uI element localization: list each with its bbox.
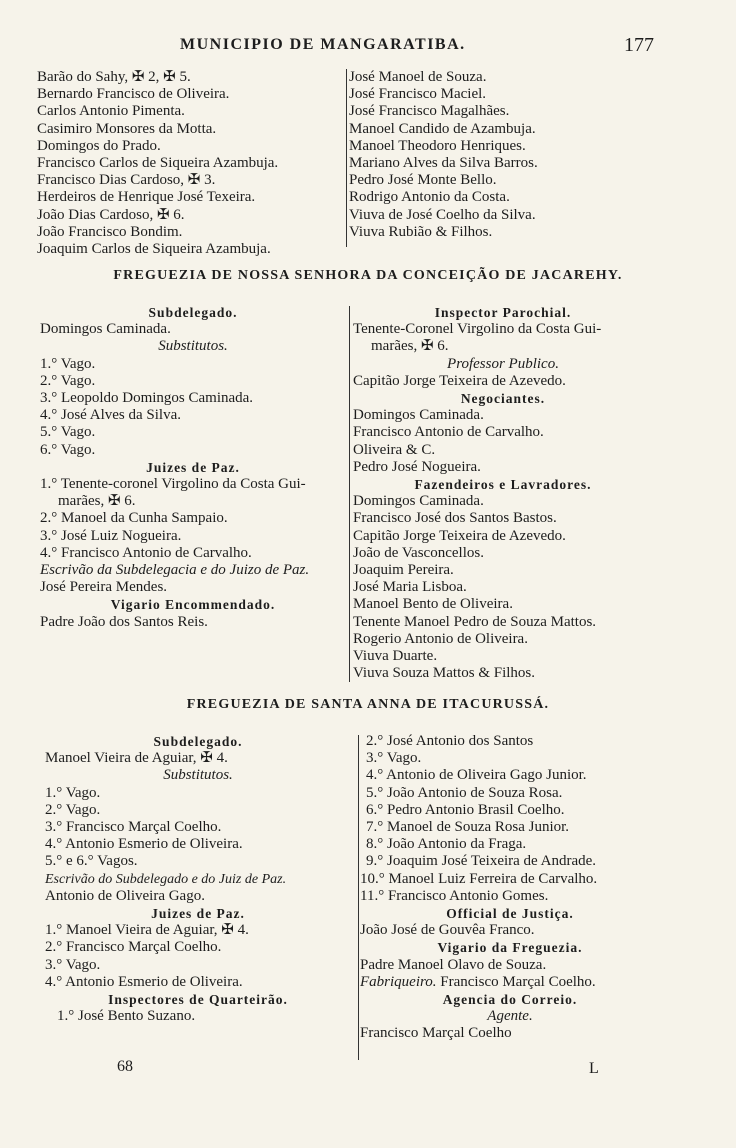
juizes-label: Juizes de Paz. [151, 906, 245, 922]
list-item: 9.° Joaquim José Teixeira de Andrade. [366, 853, 597, 870]
substitutos-label: Substitutos. [158, 338, 228, 355]
escrivao-label: Escrivão da Subdelegacia e do Juizo de Paz. [40, 562, 310, 579]
list-item: Rodrigo Antonio da Costa. [349, 189, 510, 206]
list-item: Mariano Alves da Silva Barros. [349, 155, 538, 172]
list-item: 5.° Vago. [40, 424, 96, 441]
list-item: Joaquim Pereira. [353, 562, 454, 579]
list-item: José Maria Lisboa. [353, 579, 467, 596]
list-item: 3.° Vago. [45, 956, 101, 973]
list-item: Domingos do Prado. [37, 137, 161, 154]
list-item: Viuva de José Coelho da Silva. [349, 206, 536, 223]
page-number: 177 [624, 34, 654, 56]
list-item: 6.° Pedro Antonio Brasil Coelho. [366, 801, 565, 818]
fabriqueiro-name: Francisco Marçal Coelho. [440, 973, 596, 990]
fabriqueiro-label: Fabriqueiro. [360, 973, 437, 990]
inspector-label: Inspector Parochial. [434, 305, 572, 320]
vigario-label: Vigario Encommendado. [110, 597, 276, 613]
list-item: 4.° Antonio de Oliveira Gago Junior. [366, 767, 587, 784]
list-item: Casimiro Monsores da Motta. [37, 120, 217, 137]
fabriqueiro-line [360, 974, 660, 991]
inspectores-label: Inspectores de Quarteirão. [108, 992, 288, 1008]
itacurussa-right-column [360, 733, 660, 1043]
substitutos-label: Substitutos. [163, 767, 233, 784]
list-item: 3.° José Luiz Nogueira. [40, 527, 182, 544]
list-item: 2.° Manoel da Cunha Sampaio. [40, 510, 228, 527]
escrivao-name: Antonio de Oliveira Gago. [45, 887, 205, 904]
list-item: Herdeiros de Henrique José Texeira. [37, 189, 256, 206]
running-title: MUNICIPIO DE MANGARATIBA. [180, 36, 466, 53]
list-item: Manoel Candido de Azambuja. [349, 120, 536, 137]
agente-label: Agente. [487, 1008, 533, 1025]
list-item: Francisco Dias Cardoso, ✠ 3. [37, 172, 216, 189]
official-label: Official de Justiça. [446, 906, 574, 922]
list-item: 3.° Leopoldo Domingos Caminada. [40, 390, 254, 407]
list-item: Rogerio Antonio de Oliveira. [353, 630, 528, 647]
list-item: 4.° Antonio Esmerio de Oliveira. [45, 973, 243, 990]
list-item: Viuva Rubião & Filhos. [349, 223, 493, 240]
subdelegado-name: Domingos Caminada. [40, 321, 171, 338]
subdelegado-name: Manoel Vieira de Aguiar, ✠ 4. [45, 750, 228, 767]
list-item: 1.° Manoel Vieira de Aguiar, ✠ 4. [45, 922, 249, 939]
list-item: José Francisco Maciel. [349, 86, 487, 103]
list-item: 8.° João Antonio da Fraga. [366, 836, 527, 853]
negociantes-label: Negociantes. [460, 391, 546, 407]
list-item: 1.° Vago. [40, 355, 96, 372]
list-item: marães, ✠ 6. [371, 338, 449, 355]
column-divider [358, 735, 359, 1060]
top-left-list [37, 69, 337, 258]
list-item: Francisco Antonio de Carvalho. [353, 424, 544, 441]
list-item: Pedro José Monte Bello. [349, 172, 497, 189]
section-heading-itacurussa: FREGUEZIA DE SANTA ANNA DE ITACURUSSÁ. [186, 697, 550, 712]
professor-label: Professor Publico. [447, 355, 559, 372]
agente-name: Francisco Marçal Coelho [360, 1025, 512, 1042]
list-item: João Francisco Bondim. [37, 223, 183, 240]
list-item: Pedro José Nogueira. [353, 458, 481, 475]
juizes-label: Juizes de Paz. [146, 459, 240, 475]
list-item: João Dias Cardoso, ✠ 6. [37, 206, 185, 223]
list-item: Francisco José dos Santos Bastos. [353, 510, 557, 527]
correio-label: Agencia do Correio. [442, 992, 578, 1008]
list-item: José Manoel de Souza. [349, 69, 487, 85]
list-item: Domingos Caminada. [353, 493, 484, 510]
list-item: 5.° João Antonio de Souza Rosa. [366, 784, 563, 801]
vigario-label: Vigario da Freguezia. [437, 940, 583, 956]
escrivao-label: Escrivão do Subdelegado e do Juiz de Paz. [45, 871, 287, 887]
signature-mark: 68 [117, 1058, 133, 1075]
list-item: José Francisco Magalhães. [349, 103, 510, 120]
list-item: 2.° Vago. [40, 372, 96, 389]
list-item: 1.° Vago. [45, 784, 101, 801]
list-item: 10.° Manoel Luiz Ferreira de Carvalho. [360, 870, 598, 887]
list-item: Joaquim Carlos de Siqueira Azambuja. [37, 241, 271, 258]
list-item: 6.° Vago. [40, 441, 96, 458]
itacurussa-left-column [45, 733, 351, 1025]
subdelegado-label: Subdelegado. [148, 305, 238, 320]
column-divider [346, 69, 347, 247]
list-item: Tenente Manoel Pedro de Souza Mattos. [353, 613, 597, 630]
list-item: Domingos Caminada. [353, 407, 484, 424]
list-item: marães, ✠ 6. [58, 493, 136, 510]
list-item: 2.° Vago. [45, 801, 101, 818]
list-item: 4.° Francisco Antonio de Carvalho. [40, 544, 252, 561]
top-right-list [349, 69, 589, 241]
list-item: 11.° Francisco Antonio Gomes. [360, 887, 549, 904]
list-item: 1.° José Bento Suzano. [57, 1008, 196, 1025]
column-divider [349, 306, 350, 682]
list-item: 4.° Antonio Esmerio de Oliveira. [45, 836, 243, 853]
list-item: 2.° Francisco Marçal Coelho. [45, 939, 222, 956]
list-item: Bernardo Francisco de Oliveira. [37, 86, 230, 103]
list-item: Francisco Carlos de Siqueira Azambuja. [37, 155, 279, 172]
list-item: Manoel Bento de Oliveira. [353, 596, 513, 613]
section-heading-jacarehy: FREGUEZIA DE NOSSA SENHORA DA CONCEIÇÃO DE JACAREHY. [113, 268, 623, 283]
list-item: Capitão Jorge Teixeira de Azevedo. [353, 527, 566, 544]
list-item: 1.° Tenente-coronel Virgolino da Costa Gui- [40, 476, 306, 493]
sheet-mark: L [589, 1060, 599, 1077]
list-item: 3.° Vago. [366, 750, 422, 767]
list-item: 4.° José Alves da Silva. [40, 407, 181, 424]
jacarehy-left-column [40, 304, 346, 631]
list-item: Barão do Sahy, ✠ 2, ✠ 5. [37, 69, 191, 85]
list-item: Manoel Theodoro Henriques. [349, 137, 526, 154]
list-item: 7.° Manoel de Souza Rosa Junior. [366, 819, 570, 836]
jacarehy-right-column [353, 304, 653, 682]
list-item: 5.° e 6.° Vagos. [45, 853, 138, 870]
subdelegado-label: Subdelegado. [153, 734, 243, 749]
vigario-name: Padre João dos Santos Reis. [40, 613, 208, 630]
list-item: 2.° José Antonio dos Santos [366, 733, 534, 749]
list-item: João de Vasconcellos. [353, 544, 484, 561]
list-item: Viuva Souza Mattos & Filhos. [353, 665, 536, 682]
fazendeiros-label: Fazendeiros e Lavradores. [414, 477, 592, 493]
official-name: João José de Gouvêa Franco. [360, 922, 535, 939]
list-item: Viuva Duarte. [353, 648, 438, 665]
escrivao-name: José Pereira Mendes. [40, 579, 168, 596]
professor-name: Capitão Jorge Teixeira de Azevedo. [353, 372, 566, 389]
list-item: Oliveira & C. [353, 441, 436, 458]
vigario-name: Padre Manoel Olavo de Souza. [360, 956, 547, 973]
list-item: 3.° Francisco Marçal Coelho. [45, 819, 222, 836]
list-item: Carlos Antonio Pimenta. [37, 103, 185, 120]
list-item: Tenente-Coronel Virgolino da Costa Gui- [353, 321, 602, 338]
page-header [0, 34, 736, 58]
